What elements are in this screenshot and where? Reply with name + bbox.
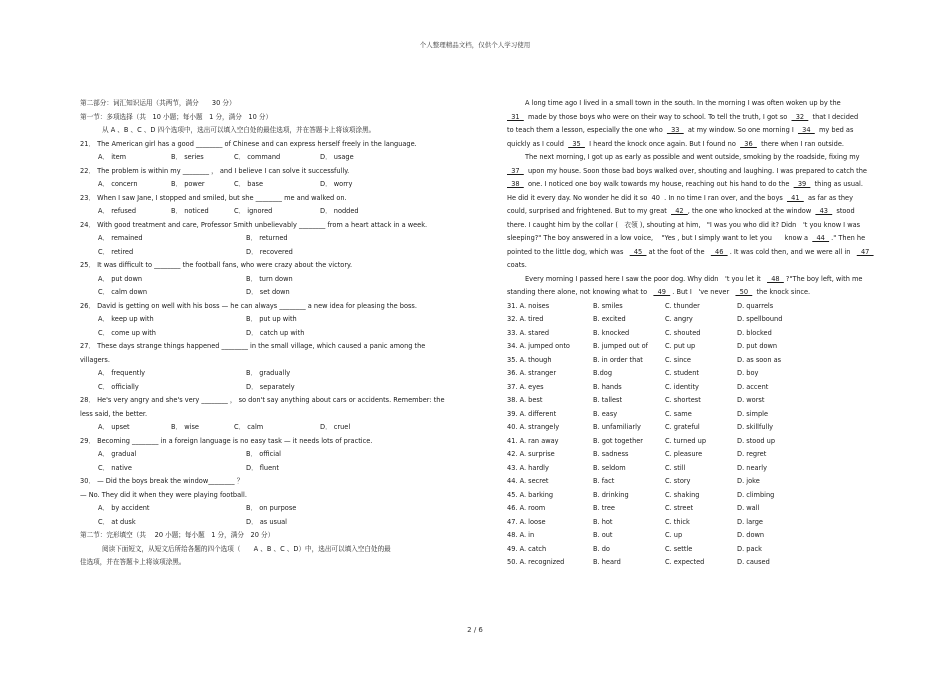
part1-title: 第一节：多项选择（共 10 小题；每小题 1 分，满分 10 分）: [80, 112, 273, 121]
option-b: B． wise: [171, 423, 199, 431]
option-cell: D. stood up: [737, 436, 776, 445]
option-row: [507, 327, 873, 341]
option-row: [507, 489, 873, 503]
option-cell: C. still: [665, 463, 686, 472]
option-a: A． item: [98, 153, 127, 161]
option-b: B． official: [246, 450, 281, 458]
option-b: B． series: [171, 153, 204, 161]
option-b: B． on purpose: [246, 504, 297, 512]
option-cell: 39. A. different: [507, 409, 557, 418]
option-a: A． remained: [98, 234, 143, 242]
option-cell: B. seldom: [593, 463, 626, 472]
option-row: [507, 394, 873, 408]
option-cell: D. blocked: [737, 328, 772, 337]
blank-number: 45: [629, 247, 647, 256]
option-b: B． gradually: [246, 369, 291, 377]
option-cell: B. got together: [593, 436, 644, 445]
option-cell: D. regret: [737, 450, 767, 458]
passage-text: ." Then he: [829, 234, 866, 242]
question-26: 26． David is getting on well with his boss — he can always ________ a new idea for pleasing the boss.: [80, 301, 417, 310]
option-d: D． cruel: [320, 423, 351, 431]
option-cell: C. turned up: [665, 436, 707, 445]
option-cell: B.dog: [593, 369, 613, 377]
option-cell: D. pack: [737, 544, 762, 553]
option-c: C． at dusk: [98, 517, 136, 526]
passage-text: ?"The boy left, with me: [783, 274, 863, 283]
passage-line: [507, 192, 873, 206]
question-23-options: [80, 205, 462, 219]
option-d: D． separately: [246, 382, 295, 391]
passage-text: . But I 've never: [670, 288, 736, 296]
option-d: D． nodded: [320, 207, 359, 215]
blank-number: 35: [568, 139, 585, 148]
option-cell: C. same: [665, 409, 692, 418]
left-column: [80, 97, 462, 570]
question-25-options-ab: [80, 273, 462, 287]
option-cell: C. pleasure: [665, 450, 703, 458]
option-cell: B. tree: [593, 504, 615, 512]
option-c: C． ignored: [234, 207, 273, 215]
option-cell: 31. A. noises: [507, 301, 550, 310]
option-cell: 38. A. best: [507, 396, 543, 404]
option-d: D． as usual: [246, 517, 288, 526]
question-28-options: [80, 421, 462, 435]
passage-line: [507, 178, 873, 192]
option-cell: C. shaking: [665, 490, 700, 499]
passage-line: [507, 259, 873, 273]
option-cell: C. grateful: [665, 423, 700, 431]
part2-title: 第二节：完形填空（共 20 小题；每小题 1 分，满分 20 分）: [80, 531, 275, 539]
option-cell: C. identity: [665, 382, 699, 391]
option-cell: B. heard: [593, 558, 621, 566]
blank-number: 34: [797, 126, 815, 134]
option-cell: D. skillfully: [737, 423, 774, 431]
option-cell: D. caused: [737, 558, 770, 566]
passage-text: A long time ago I lived in a small town in the south. In the morning I was often woken up by the: [525, 99, 841, 107]
option-row: [507, 421, 873, 435]
cloze-passage: [507, 97, 873, 300]
option-row: [507, 300, 873, 314]
option-cell: D. worst: [737, 396, 765, 404]
option-cell: C. shortest: [665, 396, 701, 404]
passage-line: [507, 246, 873, 260]
option-c: C． base: [234, 180, 264, 188]
option-cell: 48. A. in: [507, 531, 535, 539]
option-a: A． gradual: [98, 450, 137, 458]
option-cell: C. shouted: [665, 328, 701, 337]
passage-text: The next morning, I got up as early as possible and went outside, smoking by the roadside, fixing my: [525, 153, 860, 161]
option-b: B． returned: [246, 234, 288, 242]
passage-text: quickly as I could: [507, 139, 569, 148]
option-cell: C. student: [665, 369, 700, 377]
option-c: C． native: [98, 463, 132, 472]
option-cell: B. tallest: [593, 396, 623, 404]
option-cell: C. street: [665, 504, 694, 512]
passage-text: at the foot of the: [646, 247, 711, 256]
option-cell: 40. A. strangely: [507, 423, 560, 431]
option-cell: B. hot: [593, 517, 613, 526]
passage-text: Every morning I passed here I saw the poor dog. Why didn 't you let it: [525, 274, 768, 283]
option-row: [507, 313, 873, 327]
option-cell: 36. A. stranger: [507, 369, 557, 377]
option-cell: 41. A. ran away: [507, 436, 559, 445]
passage-text: He did it every day. No wonder he did it so 40 . In no time I ran over, and the boys: [507, 193, 787, 202]
passage-line: [507, 97, 873, 111]
option-d: D． usage: [320, 153, 354, 161]
question-21-options: [80, 151, 462, 165]
option-row: [507, 475, 873, 489]
option-cell: B. excited: [593, 315, 626, 323]
question-29: 29． Becoming ________ in a foreign language is no easy task — it needs lots of practice.: [80, 436, 373, 445]
option-cell: B. fact: [593, 477, 615, 485]
option-a: A． upset: [98, 423, 130, 431]
option-cell: D. climbing: [737, 490, 775, 499]
question-27-options-cd: [80, 381, 462, 395]
option-a: A． frequently: [98, 369, 146, 377]
passage-text: one. I noticed one boy walk towards my house, reaching out his hand to do the: [523, 180, 794, 188]
passage-text: I heard the knock once again. But I found no: [584, 139, 741, 148]
right-column: [507, 97, 873, 570]
question-22: 22． The problem is within my ________ ， and I believe I can solve it successfully.: [80, 166, 350, 175]
option-cell: D. simple: [737, 409, 769, 418]
option-cell: 32. A. tired: [507, 315, 544, 323]
option-cell: D. large: [737, 517, 763, 526]
passage-line: [507, 232, 873, 246]
passage-text: pointed to the little dog, which was: [507, 247, 630, 256]
option-row: [507, 516, 873, 530]
option-row: [507, 556, 873, 570]
option-cell: 45. A. barking: [507, 490, 554, 499]
question-28-cont: less said, the better.: [80, 409, 148, 418]
option-cell: C. story: [665, 477, 691, 485]
option-cell: D. spellbound: [737, 315, 783, 323]
option-cell: C. settle: [665, 544, 693, 553]
question-24-options-ab: [80, 232, 462, 246]
question-27-cont: villagers.: [80, 355, 110, 364]
option-cell: B. hands: [593, 382, 622, 391]
question-23: 23． When I saw Jane, I stopped and smiled, but she ________ me and walked on.: [80, 193, 347, 202]
option-cell: 37. A. eyes: [507, 382, 544, 391]
option-c: C． command: [234, 153, 281, 161]
option-cell: C. thunder: [665, 301, 700, 310]
option-c: C． calm down: [98, 288, 148, 296]
question-30: 30． — Did the boys break the window________ ？: [80, 477, 244, 485]
option-row: [507, 435, 873, 449]
option-cell: B. easy: [593, 409, 618, 418]
option-a: A． concern: [98, 180, 138, 188]
question-27: 27． These days strange things happened ________ in the small village, which caused a panic among the: [80, 342, 426, 350]
passage-line: [507, 205, 873, 219]
question-24: 24． With good treatment and care, Professor Smith unbelievably ________ from a heart attack in a week.: [80, 220, 428, 229]
option-c: C． come up with: [98, 328, 156, 337]
blank-number: 38: [507, 180, 524, 188]
blank-number: 43: [815, 207, 833, 215]
option-cell: C. thick: [665, 517, 690, 526]
blank-number: 50: [735, 288, 753, 296]
passage-text: could, surprised and frightened. But to my great: [507, 207, 672, 215]
option-c: C． calm: [234, 423, 264, 431]
option-cell: 47. A. loose: [507, 517, 546, 526]
option-b: B． power: [171, 180, 205, 188]
passage-text: standing there alone, not knowing what to: [507, 288, 654, 296]
passage-text: there when I ran outside.: [756, 139, 844, 148]
passage-text: thing as usual.: [810, 180, 863, 188]
passage-text: there. I caught him by the collar ( 衣领 ), shouting at him, "I was you who did it? Didn 't you know I was: [507, 220, 861, 229]
part2-instructions-cont: 佳选项，并在答题卡上将该项涂黑。: [80, 558, 186, 566]
option-cell: B. out: [593, 531, 613, 539]
option-d: D． recovered: [246, 247, 293, 256]
section-title: 第二部分：词汇知识运用（共两节，满分 30 分）: [80, 99, 236, 107]
blank-number: 37: [507, 166, 524, 175]
blank-number: 46: [710, 247, 728, 256]
option-cell: 44. A. secret: [507, 477, 549, 485]
option-cell: B. do: [593, 544, 610, 553]
option-cell: C. angry: [665, 315, 693, 323]
option-b: B． turn down: [246, 274, 293, 283]
option-cell: D. wall: [737, 504, 760, 512]
option-cell: 34. A. jumped onto: [507, 342, 570, 350]
option-d: D． fluent: [246, 463, 279, 472]
option-cell: B. in order that: [593, 355, 643, 364]
blank-number: 33: [666, 126, 684, 134]
option-cell: B. drinking: [593, 490, 629, 499]
passage-text: the knock since.: [752, 288, 811, 296]
passage-text: upon my house. Soon those bad boys walked over, shouting and laughing. I was prepared to catch the: [523, 166, 867, 175]
passage-text: , the one who knocked at the window: [687, 207, 816, 215]
option-row: [507, 502, 873, 516]
question-27-options-ab: [80, 367, 462, 381]
option-row: [507, 543, 873, 557]
option-cell: 43. A. hardly: [507, 463, 549, 472]
option-b: B． put up with: [246, 315, 297, 323]
option-cell: B. knocked: [593, 328, 630, 337]
part1-instructions: 从 A 、B 、C 、D 四个选项中，选出可以填入空白处的最佳选项，并在答题卡上将该项涂黑。: [102, 126, 376, 134]
option-row: [507, 448, 873, 462]
option-cell: 49. A. catch: [507, 544, 547, 553]
passage-line: [507, 138, 873, 152]
question-28: 28． He's very angry and she's very ________ ， so don't say anything about cars or accidents. Remember: the: [80, 396, 445, 404]
passage-line: [507, 286, 873, 300]
option-cell: D. boy: [737, 369, 759, 377]
passage-text: sleeping?" The boy answered in a low voice, "Yes , but I simply want to let you know a: [507, 234, 813, 242]
blank-number: 47: [856, 247, 874, 256]
page-header-note: 个人整理精品文档，仅供个人学习使用: [419, 41, 531, 49]
passage-text: as far as they: [803, 193, 853, 202]
question-26-options-cd: [80, 327, 462, 341]
option-cell: B. unfamiliarly: [593, 423, 641, 431]
option-row: [507, 381, 873, 395]
option-cell: D. nearly: [737, 463, 767, 472]
passage-text: that I decided: [808, 112, 859, 121]
question-29-options-cd: [80, 462, 462, 476]
option-b: B． noticed: [171, 207, 209, 215]
passage-text: made by those boys who were on their way to school. To tell the truth, I got so: [523, 112, 792, 121]
question-24-options-cd: [80, 246, 462, 260]
option-a: A． put down: [98, 274, 143, 283]
option-cell: 42. A. surprise: [507, 450, 555, 458]
blank-number: 36: [740, 139, 757, 148]
option-c: C． retired: [98, 247, 134, 256]
part2-instructions: 阅读下面短文，从短文后所给各题的四个选项（ A 、B 、C 、D）中，选出可以填入空白处的最: [102, 544, 391, 553]
option-row: [507, 367, 873, 381]
cloze-options-table: [507, 300, 873, 570]
question-30-reply: — No. They did it when they were playing football.: [80, 490, 247, 499]
page-number: 2 / 6: [467, 626, 483, 634]
option-cell: C. since: [665, 355, 691, 364]
option-c: C． officially: [98, 382, 139, 391]
passage-text: my bed as: [814, 126, 854, 134]
option-row: [507, 462, 873, 476]
option-row: [507, 529, 873, 543]
option-cell: B. sadness: [593, 450, 629, 458]
passage-line: [507, 273, 873, 287]
option-cell: D. accent: [737, 382, 769, 391]
blank-number: 42: [671, 207, 688, 215]
option-cell: D. quarrels: [737, 301, 774, 310]
question-25: 25． It was difficult to ________ the football fans, who were crazy about the victory.: [80, 261, 353, 269]
option-a: A． refused: [98, 207, 137, 215]
passage-line: [507, 124, 873, 138]
passage-line: [507, 219, 873, 233]
question-30-options-cd: [80, 516, 462, 530]
option-cell: D. put down: [737, 342, 778, 350]
option-cell: D. joke: [737, 477, 760, 485]
option-cell: D. as soon as: [737, 355, 782, 364]
option-a: A． keep up with: [98, 315, 154, 323]
option-cell: 46. A. room: [507, 504, 546, 512]
option-cell: C. up: [665, 531, 683, 539]
blank-number: 49: [653, 288, 671, 296]
passage-line: [507, 151, 873, 165]
blank-number: 39: [793, 180, 811, 188]
option-row: [507, 408, 873, 422]
blank-number: 44: [812, 234, 830, 242]
question-25-options-cd: [80, 286, 462, 300]
option-d: D． set down: [246, 288, 290, 296]
passage-text: coats.: [507, 261, 527, 269]
passage-text: at my window. So one morning I: [683, 126, 798, 134]
passage-line: [507, 111, 873, 125]
question-21: 21． The American girl has a good ________ of Chinese and can express herself freely in the language.: [80, 139, 417, 148]
passage-line: [507, 165, 873, 179]
blank-number: 48: [767, 274, 784, 283]
option-cell: 50. A. recognized: [507, 558, 565, 566]
option-cell: C. put up: [665, 342, 696, 350]
option-cell: 33. A. stared: [507, 328, 550, 337]
option-cell: D. down: [737, 531, 765, 539]
blank-number: 41: [786, 193, 804, 202]
option-a: A． by accident: [98, 504, 150, 512]
passage-text: . It was cold then, and we were all in: [727, 247, 857, 256]
question-30-options-ab: [80, 502, 462, 516]
question-22-options: [80, 178, 462, 192]
option-cell: C. expected: [665, 558, 705, 566]
passage-text: stood: [832, 207, 855, 215]
option-row: [507, 340, 873, 354]
option-cell: 35. A. though: [507, 355, 552, 364]
option-cell: B. smiles: [593, 301, 623, 310]
option-cell: B. jumped out of: [593, 342, 648, 350]
option-row: [507, 354, 873, 368]
question-26-options-ab: [80, 313, 462, 327]
question-29-options-ab: [80, 448, 462, 462]
blank-number: 31: [507, 112, 524, 121]
passage-text: to teach them a lesson, especially the one who: [507, 126, 667, 134]
option-d: D． worry: [320, 180, 353, 188]
blank-number: 32: [791, 112, 809, 121]
option-d: D． catch up with: [246, 328, 305, 337]
